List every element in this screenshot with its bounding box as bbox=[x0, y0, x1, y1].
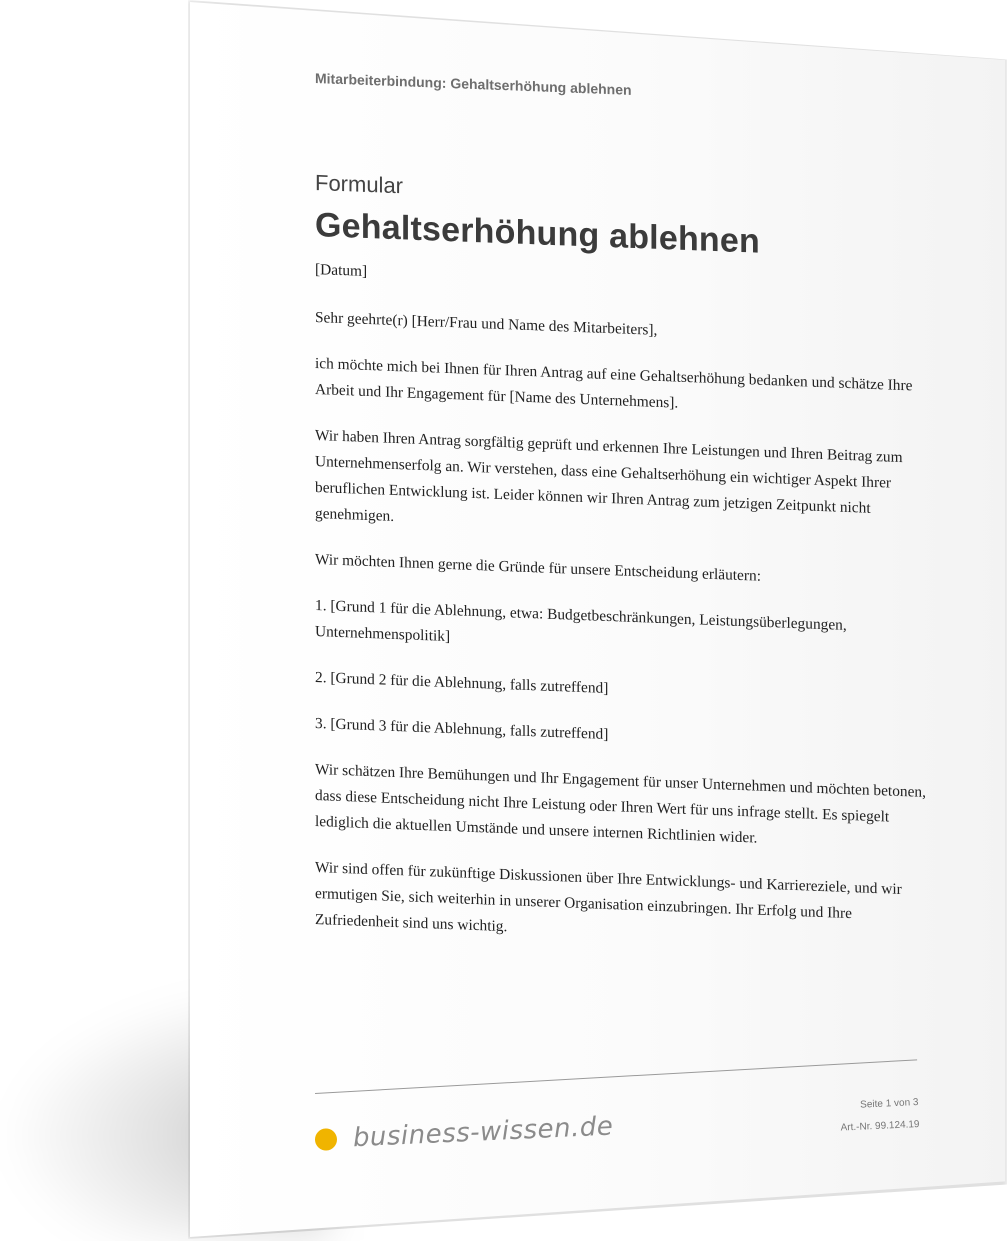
paragraph: Wir möchten Ihnen gerne die Gründe für unsere Entscheidung erläutern: bbox=[315, 551, 761, 585]
reason-item: 1. [Grund 1 für die Ablehnung, etwa: Budgetbeschränkungen, Leistungsüberlegungen, Unternehmenspolitik] bbox=[315, 597, 847, 646]
salutation: Sehr geehrte(r) [Herr/Frau und Name des Mitarbeiters], bbox=[315, 309, 658, 339]
paragraph: ich möchte mich bei Ihnen für Ihren Antrag auf eine Gehaltserhöhung bedanken und schätze Ihre Arbeit und Ihr Engagement für [Name des Unternehmens]. bbox=[315, 355, 913, 412]
letter-text bbox=[315, 257, 935, 956]
footer-meta bbox=[790, 1092, 920, 1142]
page-number: Seite 1 von 3 bbox=[859, 1096, 919, 1111]
article-number: Art.-Nr. 99.124.19 bbox=[840, 1118, 920, 1134]
running-head: Mitarbeiterbindung: Gehaltserhöhung ablehnen bbox=[315, 70, 632, 98]
footer-divider bbox=[315, 1059, 917, 1094]
form-label: Formular bbox=[315, 170, 404, 199]
document-title: Gehaltserhöhung ablehnen bbox=[315, 206, 760, 261]
document-body bbox=[315, 70, 935, 976]
reason-item: 2. [Grund 2 für die Ablehnung, falls zutreffend] bbox=[315, 669, 609, 698]
paragraph: Wir schätzen Ihre Bemühungen und Ihr Engagement für unser Unternehmen und möchten betonen, dass diese Entscheidung nicht Ihre Leistung oder Ihren Wert für uns infrage stellt. Es spiegelt lediglich die aktuellen Umstände und unsere internen Richtlinien wider. bbox=[315, 761, 926, 847]
date-placeholder: [Datum] bbox=[315, 261, 368, 280]
reason-item: 3. [Grund 3 für die Ablehnung, falls zutreffend] bbox=[315, 715, 609, 744]
brand-logo bbox=[314, 1111, 614, 1155]
logo-text: business-wissen.de bbox=[352, 1111, 614, 1154]
logo-dot-icon bbox=[315, 1128, 338, 1151]
paragraph: Wir haben Ihren Antrag sorgfältig geprüft und erkennen Ihre Leistungen und Ihren Beitrag zum Unternehmenserfolg an. Wir verstehen, dass eine Gehaltserhöhung ein wichtiger Aspekt Ihrer beruflichen Entwicklung ist. Leider können wir Ihren Antrag zum jetzigen Zeitpunkt nicht genehmigen. bbox=[315, 427, 903, 525]
paragraph: Wir sind offen für zukünftige Diskussionen über Ihre Entwicklungs- und Karriereziele, und wir ermutigen Sie, sich weiterhin in unserer Organisation einzubringen. Ihr Erfolg und Ihre Zufriedenheit sind uns wichtig. bbox=[315, 859, 902, 936]
